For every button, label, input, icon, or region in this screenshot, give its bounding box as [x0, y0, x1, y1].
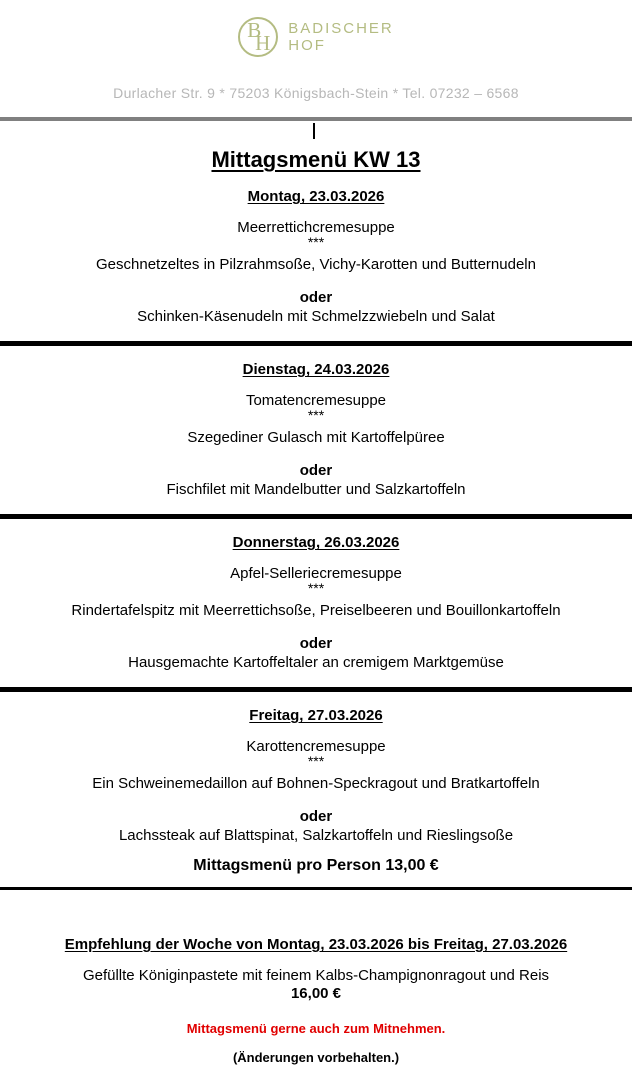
day-section-monday: [0, 188, 632, 326]
address-line: Durlacher Str. 9 * 75203 Königsbach-Stein * Tel. 07232 – 6568: [113, 85, 519, 101]
stars-separator: ***: [307, 580, 325, 596]
main-course-1: Szegediner Gulasch mit Kartoffelpüree: [187, 429, 445, 446]
day-section-friday: [0, 707, 632, 876]
section-divider: [0, 341, 632, 346]
disclaimer-note: (Änderungen vorbehalten.): [232, 1050, 400, 1065]
main-course-1: Geschnetzeltes in Pilzrahmsoße, Vichy-Karotten und Butternudeln: [96, 256, 536, 273]
stars-separator: ***: [307, 753, 325, 769]
header-divider: [0, 117, 632, 121]
main-course-2: Fischfilet mit Mandelbutter und Salzkartoffeln: [166, 481, 466, 498]
logo-monogram-letter-h: H: [255, 31, 271, 55]
or-label: oder: [299, 462, 333, 479]
main-course-1: Ein Schweinemedaillon auf Bohnen-Speckragout und Bratkartoffeln: [92, 775, 540, 792]
soup-line: Apfel-Selleriecremesuppe: [230, 565, 402, 582]
recommendation-header: Empfehlung der Woche von Montag, 23.03.2026 bis Freitag, 27.03.2026: [64, 936, 568, 953]
main-course-2: Lachssteak auf Blattspinat, Salzkartoffeln und Rieslingsoße: [118, 827, 514, 844]
logo-wordmark: [288, 20, 394, 54]
or-label: oder: [299, 808, 333, 825]
soup-line: Tomatencremesuppe: [245, 392, 387, 409]
logo-wordmark-line1: BADISCHER: [288, 20, 394, 37]
day-header: Dienstag, 24.03.2026: [242, 361, 390, 378]
page-title: Mittagsmenü KW 13: [211, 147, 421, 172]
recommendation-section: [0, 936, 632, 1065]
day-section-thursday: [0, 534, 632, 672]
takeaway-note: Mittagsmenü gerne auch zum Mitnehmen.: [186, 1021, 446, 1036]
section-divider: [0, 514, 632, 519]
main-course-1: Rindertafelspitz mit Meerrettichsoße, Preiselbeeren und Bouillonkartoffeln: [71, 602, 561, 619]
soup-line: Karottencremesuppe: [246, 738, 386, 755]
stars-separator: ***: [307, 407, 325, 423]
section-divider: [0, 887, 632, 890]
stars-separator: ***: [307, 234, 325, 250]
restaurant-logo: [0, 0, 632, 61]
main-course-2: Schinken-Käsenudeln mit Schmelzzwiebeln und Salat: [137, 308, 495, 325]
soup-line: Meerrettichcremesuppe: [237, 219, 395, 236]
or-label: oder: [299, 289, 333, 306]
logo-monogram-icon: [238, 17, 278, 57]
recommendation-dish: Gefüllte Königinpastete mit feinem Kalbs-Champignonragout und Reis: [82, 967, 550, 984]
day-header: Montag, 23.03.2026: [247, 188, 385, 205]
or-label: oder: [299, 635, 333, 652]
day-header: Freitag, 27.03.2026: [249, 707, 383, 724]
tick-mark: [313, 123, 315, 139]
day-section-tuesday: [0, 361, 632, 499]
day-header: Donnerstag, 26.03.2026: [232, 534, 400, 551]
section-divider: [0, 687, 632, 692]
menu-price-line: Mittagsmenü pro Person 13,00 €: [193, 857, 439, 874]
logo-wordmark-line2: HOF: [288, 37, 326, 54]
recommendation-price: 16,00 €: [290, 985, 342, 1002]
main-course-2: Hausgemachte Kartoffeltaler an cremigem Marktgemüse: [128, 654, 504, 671]
logo-monogram-letter-b: B: [247, 18, 262, 42]
